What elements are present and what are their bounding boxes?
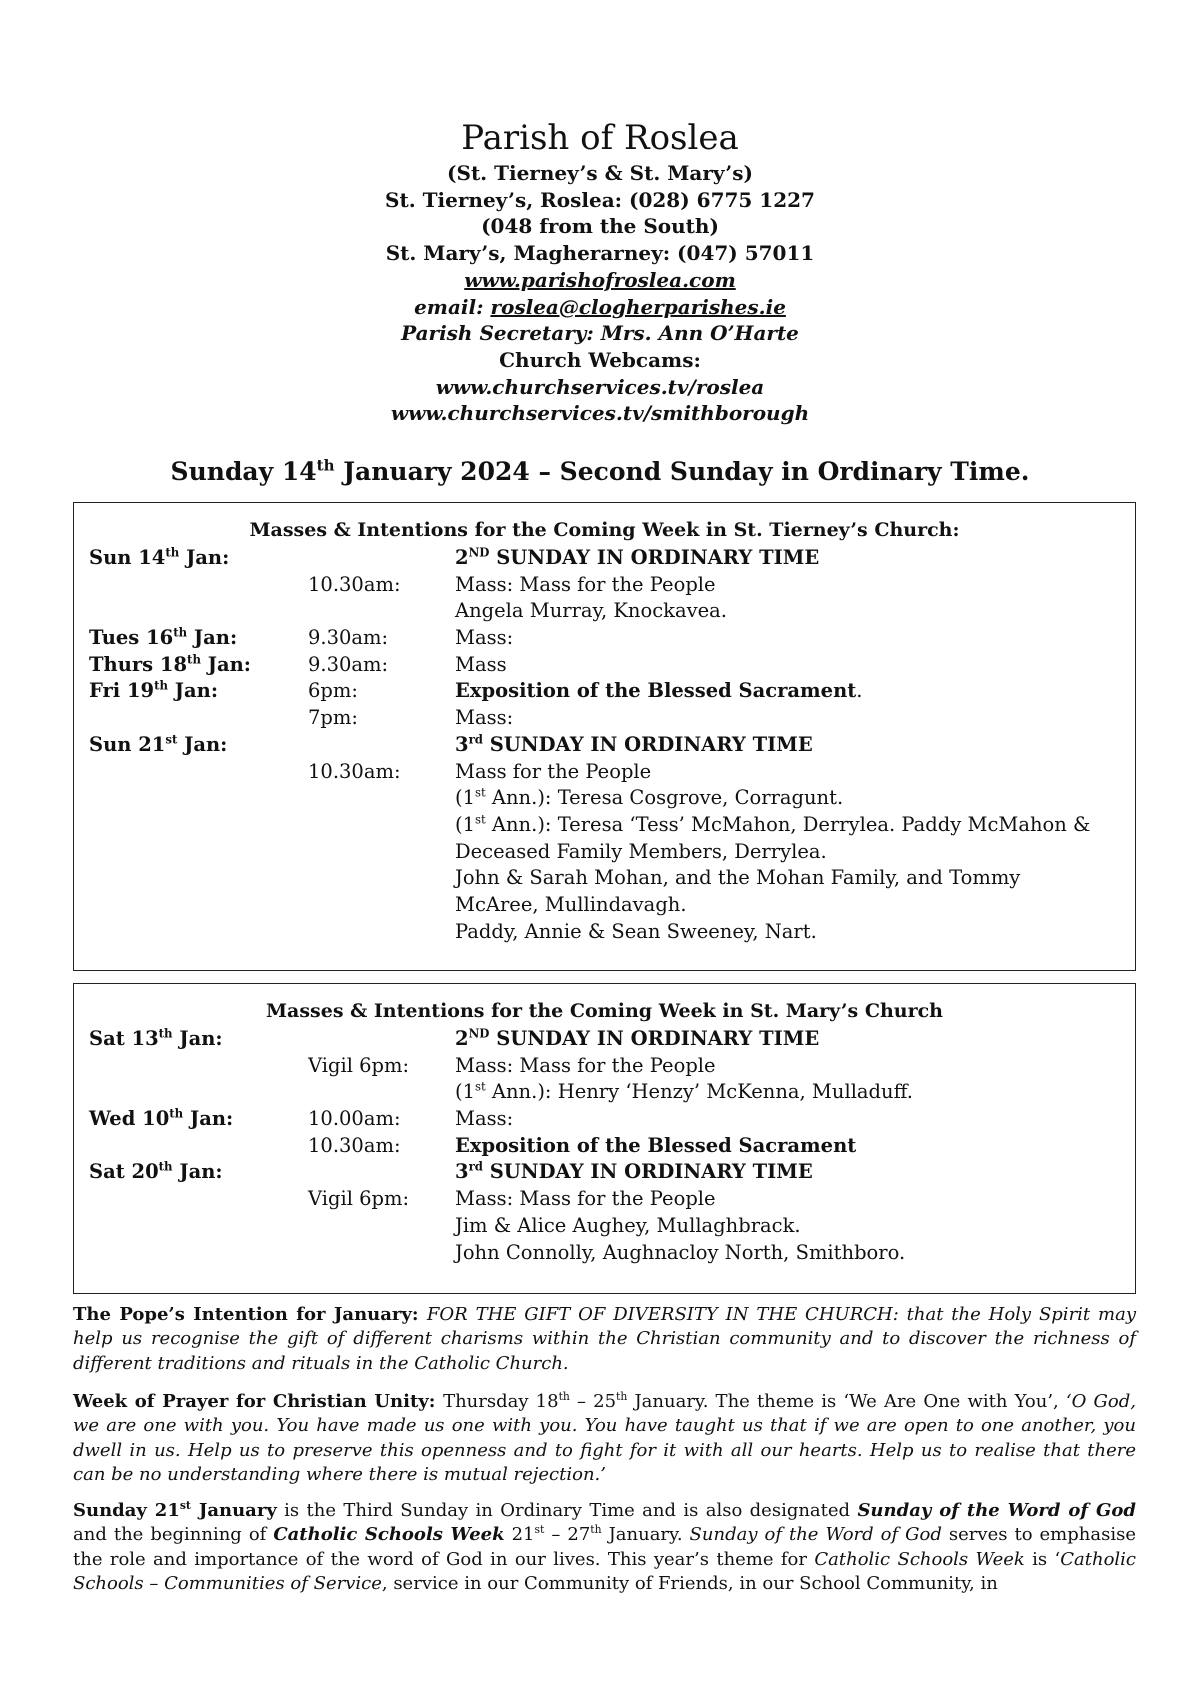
schedule-intention: Mass for the People	[455, 759, 652, 783]
schedule-day	[89, 1159, 223, 1186]
schedule-intention	[455, 1159, 813, 1186]
schedule-day-sup: th	[173, 625, 188, 640]
schedule-time: Vigil 6pm:	[308, 1053, 410, 1077]
sunday-num: 2	[455, 546, 469, 569]
word-text-8: , service in our Community of Friends, in our School Community, in	[381, 1572, 998, 1594]
schedule-day-tail: Jan:	[177, 732, 228, 756]
schedule-day-tail: Jan:	[172, 1160, 223, 1184]
sunday-num-sup: rd	[468, 732, 483, 747]
schedule-day-sup: th	[158, 1159, 173, 1174]
unity-text-b: – 25	[569, 1391, 617, 1412]
schedule-day-text: Wed 10	[89, 1107, 170, 1131]
schedule-intention	[455, 732, 813, 759]
schedule-intention: John Connolly, Aughnacloy North, Smithboro.	[455, 1240, 906, 1264]
sunday-name: SUNDAY IN ORDINARY TIME	[482, 1160, 813, 1184]
schedule-day-sup: th	[158, 1026, 173, 1041]
schedule-day-sup: th	[165, 545, 180, 560]
word-text-1: is the Third Sunday in Ordinary Time and is also designated	[276, 1500, 858, 1521]
webcam-link-roslea[interactable]: www.churchservices.tv/roslea	[435, 374, 765, 399]
parish-secretary: Parish Secretary: Mrs. Ann O’Harte	[401, 321, 799, 346]
webcams-label: Church Webcams:	[499, 347, 701, 372]
schedule-day-text: Sat 13	[89, 1027, 159, 1050]
schedule-intention: Mass:	[455, 706, 514, 730]
anniversary-open: (1	[455, 812, 476, 836]
schedule-intention: McAree, Mullindavagh.	[455, 892, 687, 916]
schedule-time: 9.30am:	[308, 626, 389, 650]
sunday-name: SUNDAY IN ORDINARY TIME	[482, 732, 813, 756]
anniversary-open: (1	[455, 786, 476, 810]
word-sup-3: st	[534, 1523, 545, 1537]
parish-header	[0, 116, 1200, 427]
schedule-intention: Mass: Mass for the People	[455, 1053, 716, 1077]
schedule-time: Vigil 6pm:	[308, 1187, 410, 1211]
anniversary-sup: st	[475, 1079, 486, 1094]
schedule-intention: Mass: Mass for the People	[455, 1187, 716, 1211]
anniversary-text: Ann.): Henry ‘Henzy’ McKenna, Mulladuff.	[485, 1080, 913, 1104]
sunday-num: 2	[455, 1027, 469, 1050]
word-italic-2: Catholic Schools Week	[814, 1548, 1025, 1570]
parish-subtitle: (St. Tierney’s & St. Mary’s)	[447, 161, 753, 185]
word-sup-4: th	[590, 1523, 602, 1537]
schedule-intention: Mass	[455, 652, 507, 676]
word-of-god-paragraph	[73, 1499, 1136, 1596]
schedule-day	[89, 1106, 233, 1133]
anniversary-sup: st	[475, 812, 486, 827]
anniversary-text: Ann.): Teresa ‘Tess’ McMahon, Derrylea. Paddy McMahon &	[485, 812, 1091, 836]
schedule-time: 10.00am:	[308, 1107, 401, 1131]
word-label-b: January	[190, 1500, 277, 1521]
word-text-3: 21	[504, 1524, 535, 1546]
webcam-link-smithborough[interactable]: www.churchservices.tv/smithborough	[390, 401, 810, 426]
schedule-day	[89, 678, 218, 705]
schedule-day-tail: Jan:	[187, 626, 238, 650]
sunday-heading-pre: Sunday 14	[170, 457, 317, 486]
word-text-2: and the beginning of	[73, 1524, 274, 1546]
exposition-text: Exposition of the Blessed Sacrament	[455, 1133, 857, 1157]
schedule-day	[89, 652, 251, 679]
sunday-heading-post: January 2024 – Second Sunday in Ordinary Time.	[334, 457, 1030, 486]
schedule-day-tail: Jan:	[179, 546, 230, 569]
word-text-7: is ‘	[1024, 1548, 1061, 1570]
schedule-intention	[455, 678, 862, 705]
schedule-intention: Jim & Alice Aughey, Mullaghbrack.	[455, 1213, 801, 1237]
schedule-intention	[455, 1079, 913, 1106]
unity-sup-b: th	[616, 1390, 628, 1403]
sunday-name: SUNDAY IN ORDINARY TIME	[489, 546, 820, 569]
schedule-intention	[455, 1026, 819, 1053]
schedule-day	[89, 1026, 223, 1053]
anniversary-sup: st	[475, 785, 486, 800]
email-label: email:	[414, 294, 491, 319]
unity-text-c: January. The theme is ‘We Are One with You’,	[627, 1391, 1066, 1412]
sunday-num-sup: rd	[468, 1159, 483, 1174]
schedule-day-text: Sun 21	[89, 732, 166, 756]
unity-sup-a: th	[558, 1390, 570, 1403]
email-link[interactable]: roslea@clogherparishes.ie	[490, 294, 786, 319]
schedule-intention: Mass:	[455, 1107, 514, 1131]
schedule-time: 10.30am:	[308, 572, 401, 596]
schedule-day-text: Fri 19	[89, 679, 155, 703]
pope-intention-text: FOR THE GIFT OF DIVERSITY IN THE CHURCH: that the Holy Spirit may help us recognise the gift of different charisms within the Christian community and to discover the richness of different traditions and rituals in the Catholic Church.	[73, 1304, 1136, 1374]
tierney-masses-box	[73, 502, 1136, 971]
christian-unity-paragraph	[73, 1390, 1136, 1487]
schedule-day	[89, 625, 237, 652]
schedule-day-tail: Jan:	[172, 1027, 223, 1050]
sunday-num-sup: ND	[468, 545, 490, 560]
schedule-intention: John & Sarah Mohan, and the Mohan Family, and Tommy	[455, 866, 1021, 890]
schedule-day	[89, 545, 229, 572]
schedule-day-sup: th	[154, 678, 169, 693]
parish-title: Parish of Roslea	[461, 118, 739, 158]
schedule-intention: Paddy, Annie & Sean Sweeney, Nart.	[455, 919, 817, 943]
sunday-num: 3	[455, 1160, 469, 1184]
word-bold-italic-1: Sunday of the Word of God	[857, 1500, 1136, 1521]
schedule-time: 10.30am:	[308, 759, 401, 783]
pope-intention-label: The Pope’s Intention for January:	[73, 1304, 427, 1325]
schedule-time: 6pm:	[308, 679, 358, 703]
schedule-time: 10.30am:	[308, 1133, 401, 1157]
unity-quote: ‘O God, we are one with you. You have made us one with you. You have taught us that if we are open to one another, you dwell in us. Help us to preserve this openness and to fight for it with all our hearts. Help us to realise that there can be no understanding where there is mutual rejection.’	[73, 1391, 1136, 1485]
exposition-text: Exposition of the Blessed Sacrament	[455, 679, 857, 703]
anniversary-open: (1	[455, 1080, 476, 1104]
schedule-intention	[455, 545, 819, 572]
sunday-heading	[0, 455, 1200, 489]
word-text-6: serves to emphasise the role and importance of the word of God in our lives. This year’s theme for	[73, 1524, 1136, 1570]
schedule-intention: Mass:	[455, 626, 514, 650]
schedule-day-tail: Jan:	[168, 679, 219, 703]
phone-note: (048 from the South)	[481, 214, 719, 239]
word-italic-1: Sunday of the Word of God	[689, 1524, 942, 1546]
schedule-intention	[455, 1133, 856, 1160]
exposition-tail: .	[856, 679, 863, 703]
word-bold-italic-2: Catholic Schools Week	[273, 1524, 505, 1546]
sunday-num: 3	[455, 732, 469, 756]
word-label-sup: st	[179, 1499, 191, 1512]
phone-mary: St. Mary’s, Magherarney: (047) 57011	[385, 241, 815, 266]
sunday-name: SUNDAY IN ORDINARY TIME	[489, 1027, 820, 1050]
schedule-time: 7pm:	[308, 706, 358, 730]
sunday-num-sup: ND	[468, 1026, 490, 1041]
schedule-day-sup: th	[169, 1106, 184, 1121]
word-italic-3: Catholic Schools – Communities of Service	[73, 1548, 1137, 1594]
schedule-intention: Mass: Mass for the People	[455, 572, 716, 596]
word-text-5: January.	[601, 1524, 690, 1546]
mary-masses-box	[73, 983, 1136, 1294]
schedule-day-tail: Jan:	[200, 652, 251, 676]
phone-tierney: St. Tierney’s, Roslea: (028) 6775 1227	[385, 187, 815, 212]
sunday-heading-sup: th	[316, 456, 335, 475]
website-link[interactable]: www.parishofroslea.com	[464, 267, 736, 292]
unity-label: Week of Prayer for Christian Unity:	[73, 1391, 444, 1412]
word-label-a: Sunday 21	[73, 1500, 180, 1521]
schedule-intention: Angela Murray, Knockavea.	[455, 599, 727, 623]
schedule-day-text: Sat 20	[89, 1160, 159, 1184]
schedule-day-text: Thurs 18	[89, 652, 188, 676]
anniversary-text: Ann.): Teresa Cosgrove, Corragunt.	[485, 786, 844, 810]
email-line	[0, 294, 1200, 321]
schedule-day-text: Sun 14	[89, 546, 166, 569]
word-text-4: – 27	[544, 1524, 591, 1546]
schedule-day-sup: th	[187, 652, 201, 667]
tierney-box-title: Masses & Intentions for the Coming Week in St. Tierney’s Church:	[249, 519, 960, 541]
schedule-intention	[455, 812, 1090, 839]
schedule-day	[89, 732, 227, 759]
unity-text-a: Thursday 18	[443, 1391, 559, 1412]
mary-box-title: Masses & Intentions for the Coming Week in St. Mary’s Church	[266, 1000, 943, 1022]
pope-intention-paragraph	[73, 1303, 1136, 1376]
schedule-intention: Deceased Family Members, Derrylea.	[455, 839, 827, 863]
schedule-day-text: Tues 16	[89, 626, 174, 650]
schedule-time: 9.30am:	[308, 652, 389, 676]
schedule-day-tail: Jan:	[183, 1107, 234, 1131]
schedule-intention	[455, 785, 843, 812]
schedule-day-sup: st	[165, 732, 178, 747]
